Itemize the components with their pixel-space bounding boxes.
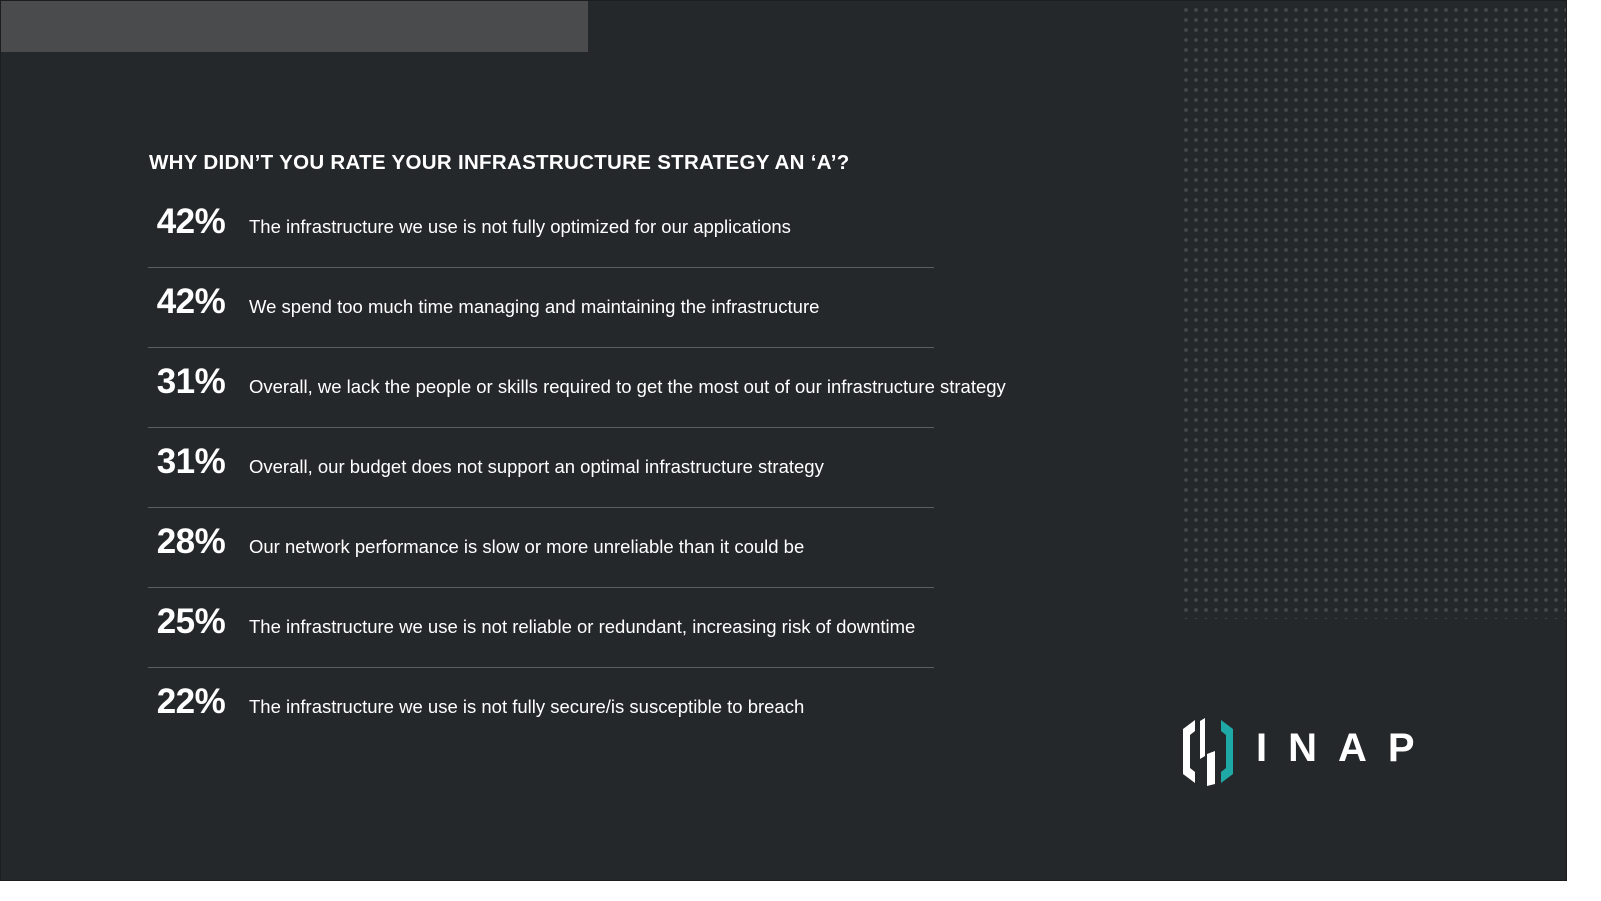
percent-value: 42% — [156, 202, 226, 241]
question-heading: WHY DIDN’T YOU RATE YOUR INFRASTRUCTURE STRATEGY AN ‘A’? — [149, 151, 850, 174]
percent-value: 28% — [156, 522, 226, 561]
reason-text: The infrastructure we use is not reliable or redundant, increasing risk of downtime — [249, 616, 916, 637]
list-item — [148, 348, 1006, 428]
reason-text: Overall, our budget does not support an optimal infrastructure strategy — [249, 456, 824, 477]
list-item — [148, 508, 934, 588]
response-list — [148, 188, 1006, 748]
reason-text: Our network performance is slow or more unreliable than it could be — [249, 536, 805, 557]
percent-value: 22% — [156, 682, 226, 721]
percent-value: 25% — [156, 602, 226, 641]
percent-value: 31% — [156, 362, 226, 401]
reason-text: Overall, we lack the people or skills required to get the most out of our infrastructure strategy — [249, 376, 1006, 397]
list-item — [148, 668, 934, 748]
inap-bracket-icon — [1181, 716, 1245, 786]
reason-text: The infrastructure we use is not fully optimized for our applications — [249, 216, 791, 237]
top-accent-bar — [1, 1, 588, 52]
list-item — [148, 588, 934, 668]
percent-value: 31% — [156, 442, 226, 481]
logo-wordmark: INAP — [1256, 726, 1436, 770]
reason-text: We spend too much time managing and maintaining the infrastructure — [249, 296, 820, 317]
inap-logo — [1181, 716, 1436, 786]
list-item — [148, 268, 934, 348]
percent-value: 42% — [156, 282, 226, 321]
list-item — [148, 188, 934, 268]
list-item — [148, 428, 934, 508]
dot-pattern-decoration — [1181, 5, 1567, 619]
reason-text: The infrastructure we use is not fully secure/is susceptible to breach — [249, 696, 805, 717]
